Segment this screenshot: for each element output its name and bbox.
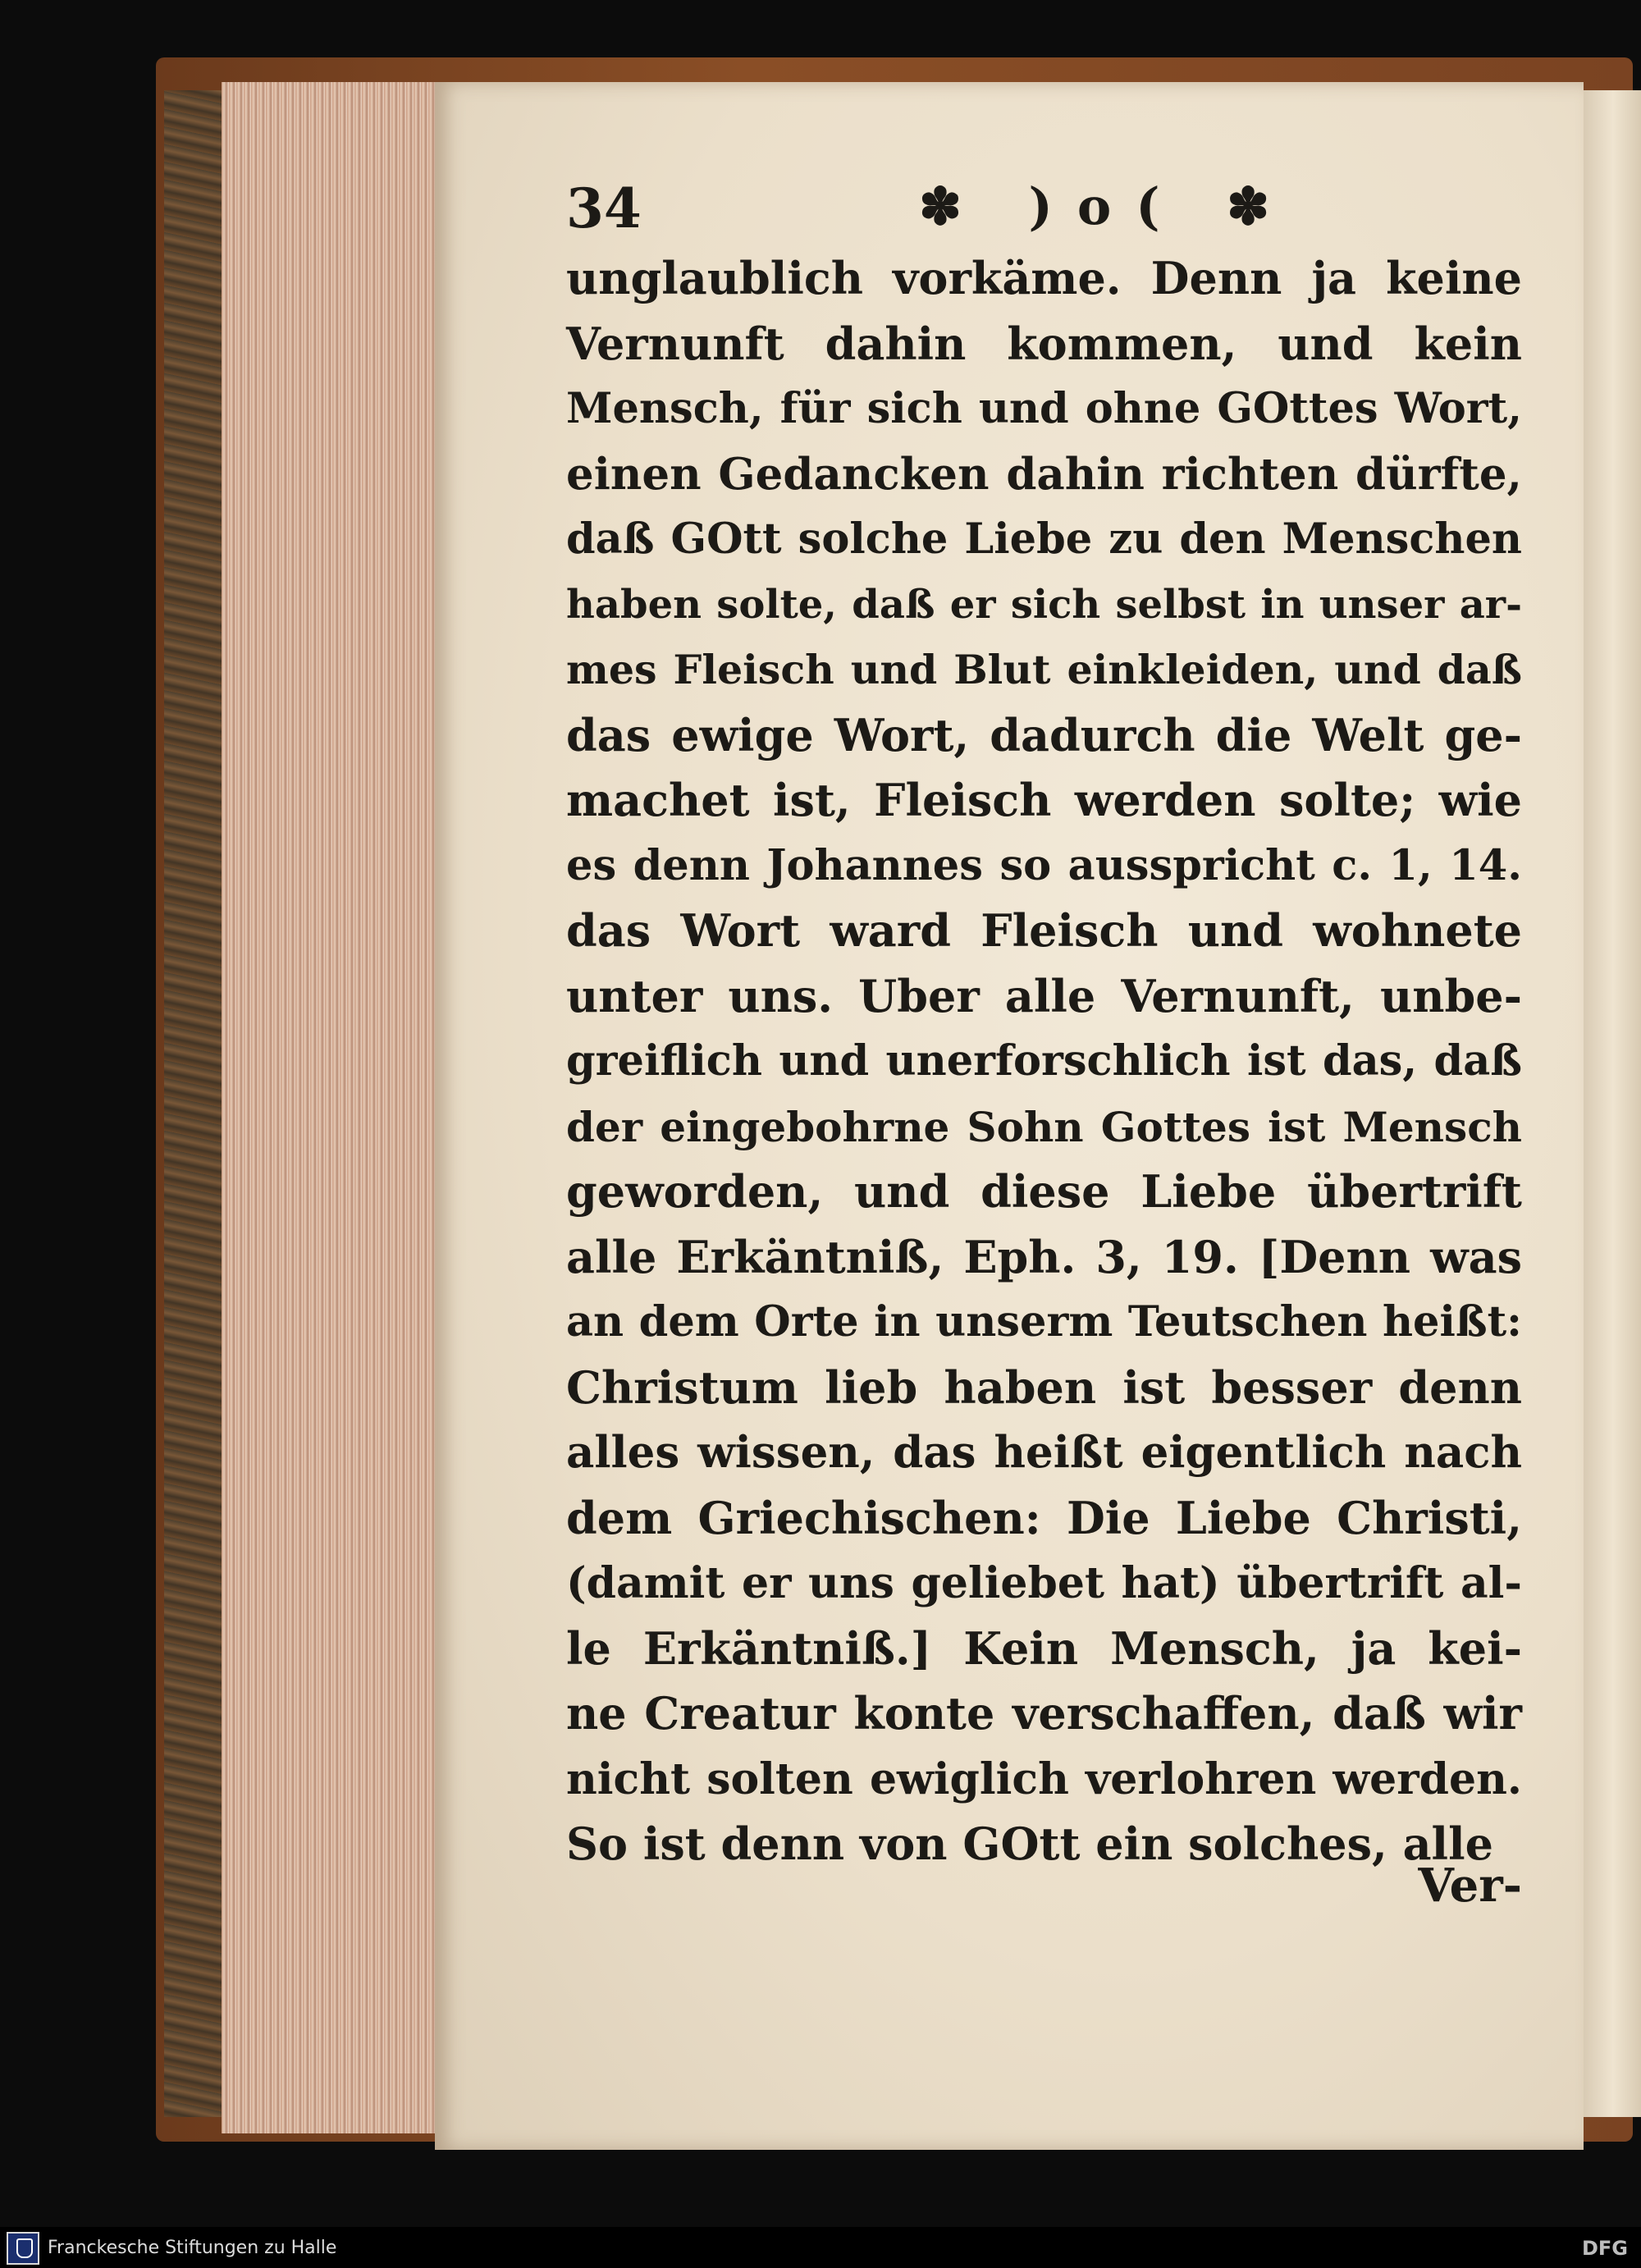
text-line: der eingebohrne Sohn Gottes ist Mensch — [566, 1102, 1522, 1151]
text-line: an dem Orte in unserm Teutschen heißt: — [566, 1297, 1522, 1347]
text-line: es denn Johannes so ausspricht c. 1, 14. — [566, 840, 1522, 890]
page-edges — [222, 82, 468, 2133]
text-line: alles wissen, das heißt eigentlich nach — [566, 1427, 1522, 1478]
text-line: Christum lieb haben ist besser denn — [566, 1360, 1522, 1414]
catchword: Ver- — [1418, 1859, 1522, 1913]
text-line: unter uns. Uber alle Vernunft, unbe- — [566, 969, 1522, 1022]
header-ornament: ✽ )o( ✽ — [919, 176, 1295, 236]
body-text — [566, 246, 1522, 1877]
page-header — [566, 176, 1510, 250]
text-line: greiflich und unerforschlich ist das, daß — [566, 1036, 1522, 1086]
text-line: (damit er uns geliebet hat) übertrift al- — [566, 1558, 1522, 1608]
text-line: dem Griechischen: Die Liebe Christi, — [566, 1491, 1522, 1544]
text-line: le Erkäntniß.] Kein Mensch, ja kei- — [566, 1621, 1522, 1675]
institution-logo-icon — [7, 2232, 39, 2265]
text-line: haben solte, daß er sich selbst in unser ar- — [566, 581, 1522, 628]
text-line: nicht solten ewiglich verlohren werden. — [566, 1754, 1522, 1804]
text-line: das ewige Wort, dadurch die Welt ge- — [566, 708, 1522, 761]
text-line: unglaublich vorkäme. Denn ja keine — [566, 252, 1522, 304]
text-line: geworden, und diese Liebe übertrift — [566, 1165, 1522, 1218]
text-line: So ist denn von GOtt ein solches, alle — [566, 1818, 1493, 1870]
text-line: Mensch, für sich und ohne GOttes Wort, — [566, 384, 1522, 433]
page-number: 34 — [566, 176, 642, 240]
institution-name: Franckesche Stiftungen zu Halle — [48, 2238, 337, 2258]
text-line: das Wort ward Fleisch und wohnete — [566, 904, 1522, 957]
text-line: daß GOtt solche Liebe zu den Menschen — [566, 514, 1522, 564]
text-line: mes Fleisch und Blut einkleiden, und daß — [566, 646, 1522, 693]
text-line: ne Creatur konte verschaffen, daß wir — [566, 1687, 1522, 1740]
text-line: alle Erkäntniß, Eph. 3, 19. [Denn was — [566, 1230, 1522, 1283]
dfg-badge: DFG — [1581, 2237, 1628, 2260]
text-line: machet ist, Fleisch werden solte; wie — [566, 774, 1522, 826]
text-line: einen Gedancken dahin richten dürfte, — [566, 448, 1522, 500]
text-line: Vernunft dahin kommen, und kein — [566, 317, 1522, 370]
